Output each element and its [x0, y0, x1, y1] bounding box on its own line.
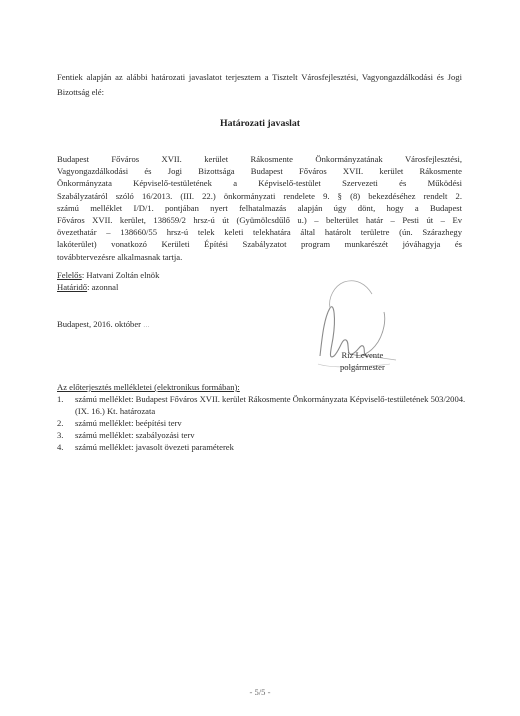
- body-line: Vagyongazdálkodási és Jogi Bizottsága Budapest Főváros XVII. kerület Rákosmente: [57, 166, 462, 177]
- responsible-row: [57, 269, 159, 281]
- place-date-text: Budapest, 2016. október: [57, 319, 142, 329]
- body-line: számú melléklet I/D/1. pontjában nyert felhatalmazás alapján úgy dönt, hogy a Budapest: [57, 202, 462, 213]
- body-line: övezethatár – 138660/55 hrsz-ú telek keleti telekhatára által határolt területre (ún. Szárazhegy: [57, 227, 462, 238]
- responsibility-block: [57, 269, 159, 293]
- item-text: számú melléklet: beépítési terv: [75, 418, 182, 428]
- signer-name: Riz Levente: [341, 350, 384, 360]
- signer-title: polgármester: [340, 362, 385, 372]
- attachments-heading: Az előterjesztés mellékletei (elektronikus formában):: [57, 382, 240, 392]
- body-line: Főváros XVII. kerület, 138659/2 hrsz-ú út (Gyümölcsdűlő u.) – belterület határ – Pesti út – Ev: [57, 215, 462, 226]
- body-line: lakóterület) vonatkozó Kerületi Építési Szabályzatot program munkarészét jóváhagyja és: [57, 239, 462, 250]
- body-line: továbbtervezésre alkalmasnak tartja.: [57, 251, 183, 262]
- signer-block: [340, 349, 385, 373]
- resolution-title: Határozati javaslat: [219, 118, 301, 129]
- list-item: [57, 441, 467, 453]
- list-item: [57, 429, 467, 441]
- item-text: számú melléklet: szabályozási terv: [75, 430, 195, 440]
- item-text: számú melléklet: Budapest Főváros XVII. kerület Rákosmente Önkormányzata Képviselő-testületének 503/2004. (IX. 16.) Kt. határozata: [75, 394, 466, 416]
- responsible-value: : Hatvani Zoltán elnök: [81, 270, 160, 280]
- list-item: [57, 393, 467, 417]
- place-date-faded: ...: [143, 319, 150, 329]
- attachments-list: [57, 393, 467, 453]
- body-line: Szabályzatáról szóló 16/2013. (III. 22.) önkormányzati rendelete 9. § (8) bekezdéséhez rendelt 2.: [57, 190, 462, 201]
- place-date: [57, 318, 150, 330]
- responsible-label: Felelős: [57, 270, 82, 280]
- item-number: 1.: [57, 394, 64, 404]
- body-line: Budapest Főváros XVII. kerület Rákosmente Önkormányzatának Városfejlesztési,: [57, 154, 462, 164]
- intro-paragraph: Fentiek alapján az alábbi határozati javaslatot terjesztem a Tisztelt Városfejlesztési, Vagyongazdálkodási és Jogi Bizottság elé:: [57, 72, 462, 97]
- body-line: Önkormányzata Képviselő-testületének a Képviselő-testület Szervezeti és Működési: [57, 178, 462, 189]
- item-number: 4.: [57, 442, 64, 452]
- deadline-label: Határidő: [57, 282, 88, 292]
- list-item: [57, 417, 467, 429]
- deadline-row: [57, 281, 159, 293]
- resolution-body: [57, 153, 462, 263]
- item-number: 3.: [57, 430, 64, 440]
- item-number: 2.: [57, 418, 64, 428]
- attachments-section: [57, 381, 467, 453]
- page-number: - 5/5 -: [249, 687, 271, 697]
- deadline-value: : azonnal: [87, 282, 119, 292]
- item-text: számú melléklet: javasolt övezeti paraméterek: [75, 442, 234, 452]
